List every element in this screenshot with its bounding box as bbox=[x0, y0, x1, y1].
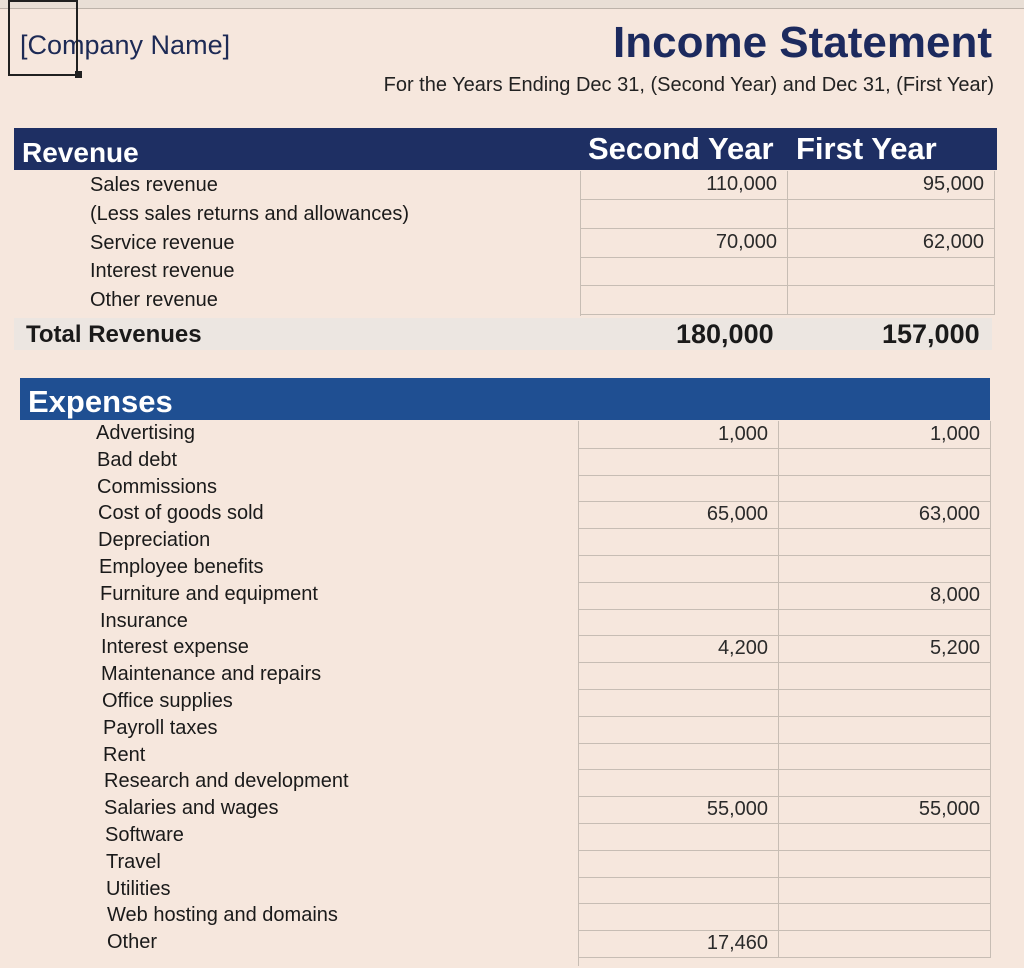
expense-cell-second-year[interactable] bbox=[579, 528, 779, 555]
expense-cell-second-year[interactable] bbox=[579, 716, 779, 743]
expense-cell-first-year[interactable] bbox=[779, 930, 991, 957]
expense-cell-first-year[interactable]: 8,000 bbox=[779, 582, 991, 609]
expense-row-label[interactable]: Advertising bbox=[96, 422, 195, 444]
expense-row-label[interactable]: Software bbox=[105, 824, 184, 846]
expense-row-label[interactable]: Research and development bbox=[104, 770, 349, 793]
expense-row bbox=[579, 501, 991, 529]
revenue-cell-second-year[interactable]: 70,000 bbox=[581, 229, 788, 257]
revenue-row-label[interactable]: Sales revenue bbox=[90, 174, 218, 196]
expense-row bbox=[579, 903, 991, 931]
revenue-row-label[interactable]: (Less sales returns and allowances) bbox=[90, 202, 410, 225]
expense-row-label[interactable]: Employee benefits bbox=[99, 556, 264, 578]
expense-row bbox=[579, 769, 991, 797]
expense-cell-first-year[interactable]: 5,200 bbox=[779, 635, 991, 662]
revenue-cell-first-year[interactable] bbox=[788, 200, 995, 228]
expense-cell-second-year[interactable] bbox=[579, 448, 779, 475]
expense-cell-first-year[interactable] bbox=[779, 877, 991, 904]
total-revenues-second-year[interactable]: 180,000 bbox=[676, 319, 774, 349]
expense-row-label[interactable]: Office supplies bbox=[102, 690, 233, 712]
expense-cell-second-year[interactable]: 17,460 bbox=[579, 930, 779, 957]
expenses-header-band bbox=[20, 378, 990, 420]
expense-row-label[interactable]: Furniture and equipment bbox=[100, 582, 318, 605]
expense-row bbox=[579, 743, 991, 771]
expense-row-label[interactable]: Bad debt bbox=[97, 448, 178, 471]
total-revenues-label: Total Revenues bbox=[26, 321, 202, 348]
column-header-bar[interactable] bbox=[0, 0, 1024, 9]
expense-row bbox=[579, 877, 991, 905]
expense-row bbox=[579, 475, 991, 503]
expense-row bbox=[579, 716, 991, 744]
expense-row-label[interactable]: Payroll taxes bbox=[103, 716, 218, 739]
column-first-year: First Year bbox=[796, 131, 937, 166]
expense-row-label[interactable]: Rent bbox=[103, 743, 146, 766]
expense-cell-first-year[interactable] bbox=[779, 823, 991, 850]
fill-handle[interactable] bbox=[75, 71, 82, 78]
expense-cell-second-year[interactable] bbox=[579, 823, 779, 850]
expense-cell-first-year[interactable]: 63,000 bbox=[779, 501, 991, 528]
expense-row bbox=[579, 635, 991, 663]
expense-cell-second-year[interactable]: 65,000 bbox=[579, 501, 779, 528]
expenses-section-label: Expenses bbox=[28, 384, 173, 419]
expense-cell-first-year[interactable] bbox=[779, 448, 991, 475]
page-subtitle: For the Years Ending Dec 31, (Second Year) and Dec 31, (First Year) bbox=[383, 74, 994, 96]
expense-row-label[interactable]: Insurance bbox=[100, 609, 188, 632]
expense-cell-first-year[interactable]: 55,000 bbox=[779, 796, 991, 823]
column-second-year: Second Year bbox=[588, 131, 774, 166]
expense-cell-first-year[interactable] bbox=[779, 743, 991, 770]
expense-row-label[interactable]: Utilities bbox=[106, 877, 171, 900]
revenue-row bbox=[581, 200, 995, 229]
expense-cell-first-year[interactable]: 1,000 bbox=[779, 421, 991, 448]
expense-cell-first-year[interactable] bbox=[779, 769, 991, 796]
expense-row bbox=[579, 850, 991, 878]
revenue-cell-first-year[interactable] bbox=[788, 257, 995, 285]
revenue-header-band bbox=[14, 128, 997, 170]
revenue-cell-first-year[interactable]: 95,000 bbox=[788, 171, 995, 199]
expense-cell-first-year[interactable] bbox=[779, 528, 991, 555]
expense-cell-second-year[interactable] bbox=[579, 850, 779, 877]
expense-cell-second-year[interactable] bbox=[579, 769, 779, 796]
page-title: Income Statement bbox=[613, 18, 992, 67]
expense-row bbox=[579, 528, 991, 556]
expense-row bbox=[579, 823, 991, 851]
expense-cell-second-year[interactable] bbox=[579, 475, 779, 502]
expense-row bbox=[579, 930, 991, 958]
expense-row-label[interactable]: Cost of goods sold bbox=[98, 502, 264, 525]
expense-row bbox=[579, 582, 991, 610]
expense-cell-first-year[interactable] bbox=[779, 662, 991, 689]
expense-cell-second-year[interactable] bbox=[579, 877, 779, 904]
expense-row-label[interactable]: Salaries and wages bbox=[104, 797, 279, 820]
expense-cell-second-year[interactable]: 4,200 bbox=[579, 635, 779, 662]
revenue-cell-second-year[interactable] bbox=[581, 200, 788, 228]
expense-cell-second-year[interactable]: 55,000 bbox=[579, 796, 779, 823]
expense-cell-first-year[interactable] bbox=[779, 903, 991, 930]
expense-cell-second-year[interactable] bbox=[579, 555, 779, 582]
revenue-cell-first-year[interactable] bbox=[788, 286, 995, 314]
expense-row-label[interactable]: Web hosting and domains bbox=[107, 904, 338, 927]
expense-cell-second-year[interactable] bbox=[579, 903, 779, 930]
revenue-cell-first-year[interactable]: 62,000 bbox=[788, 229, 995, 257]
expense-row-label[interactable]: Interest expense bbox=[101, 636, 249, 659]
expense-cell-first-year[interactable] bbox=[779, 716, 991, 743]
expense-cell-second-year[interactable] bbox=[579, 662, 779, 689]
expense-row bbox=[579, 662, 991, 690]
revenue-row bbox=[581, 229, 995, 258]
expense-row-label[interactable]: Other bbox=[107, 931, 158, 954]
expense-cell-first-year[interactable] bbox=[779, 850, 991, 877]
expense-cell-second-year[interactable] bbox=[579, 609, 779, 636]
expense-row bbox=[579, 689, 991, 717]
revenue-row bbox=[581, 171, 995, 200]
active-cell-selection bbox=[8, 0, 78, 76]
revenue-row-label[interactable]: Service revenue bbox=[90, 231, 235, 254]
expense-cell-second-year[interactable] bbox=[579, 582, 779, 609]
total-revenues-first-year[interactable]: 157,000 bbox=[882, 319, 980, 349]
expense-row bbox=[579, 609, 991, 637]
expense-row bbox=[579, 448, 991, 476]
expense-cell-second-year[interactable] bbox=[579, 689, 779, 716]
expense-row-label[interactable]: Depreciation bbox=[98, 529, 211, 552]
expense-cell-first-year[interactable] bbox=[779, 475, 991, 502]
expense-cell-first-year[interactable] bbox=[779, 689, 991, 716]
expense-row-label[interactable]: Travel bbox=[106, 850, 161, 873]
expense-row-label[interactable]: Commissions bbox=[97, 475, 218, 498]
revenue-grid bbox=[580, 171, 995, 316]
revenue-row-label[interactable]: Interest revenue bbox=[90, 260, 235, 283]
expense-row bbox=[579, 555, 991, 583]
expense-row bbox=[579, 421, 991, 449]
company-name-cell[interactable]: [Company Name] bbox=[20, 30, 231, 60]
expense-cell-second-year[interactable] bbox=[579, 743, 779, 770]
expense-cell-second-year[interactable]: 1,000 bbox=[579, 421, 779, 448]
expense-cell-first-year[interactable] bbox=[779, 609, 991, 636]
expense-cell-first-year[interactable] bbox=[779, 555, 991, 582]
expenses-grid bbox=[578, 421, 991, 966]
revenue-cell-second-year[interactable] bbox=[581, 286, 788, 314]
revenue-cell-second-year[interactable]: 110,000 bbox=[581, 171, 788, 199]
revenue-row-label[interactable]: Other revenue bbox=[90, 289, 218, 312]
total-revenues-row bbox=[14, 318, 992, 350]
revenue-row bbox=[581, 286, 995, 315]
revenue-row bbox=[581, 257, 995, 286]
revenue-cell-second-year[interactable] bbox=[581, 257, 788, 285]
expense-row-label[interactable]: Maintenance and repairs bbox=[101, 663, 322, 686]
revenue-section-label: Revenue bbox=[22, 137, 139, 168]
expense-row bbox=[579, 796, 991, 824]
